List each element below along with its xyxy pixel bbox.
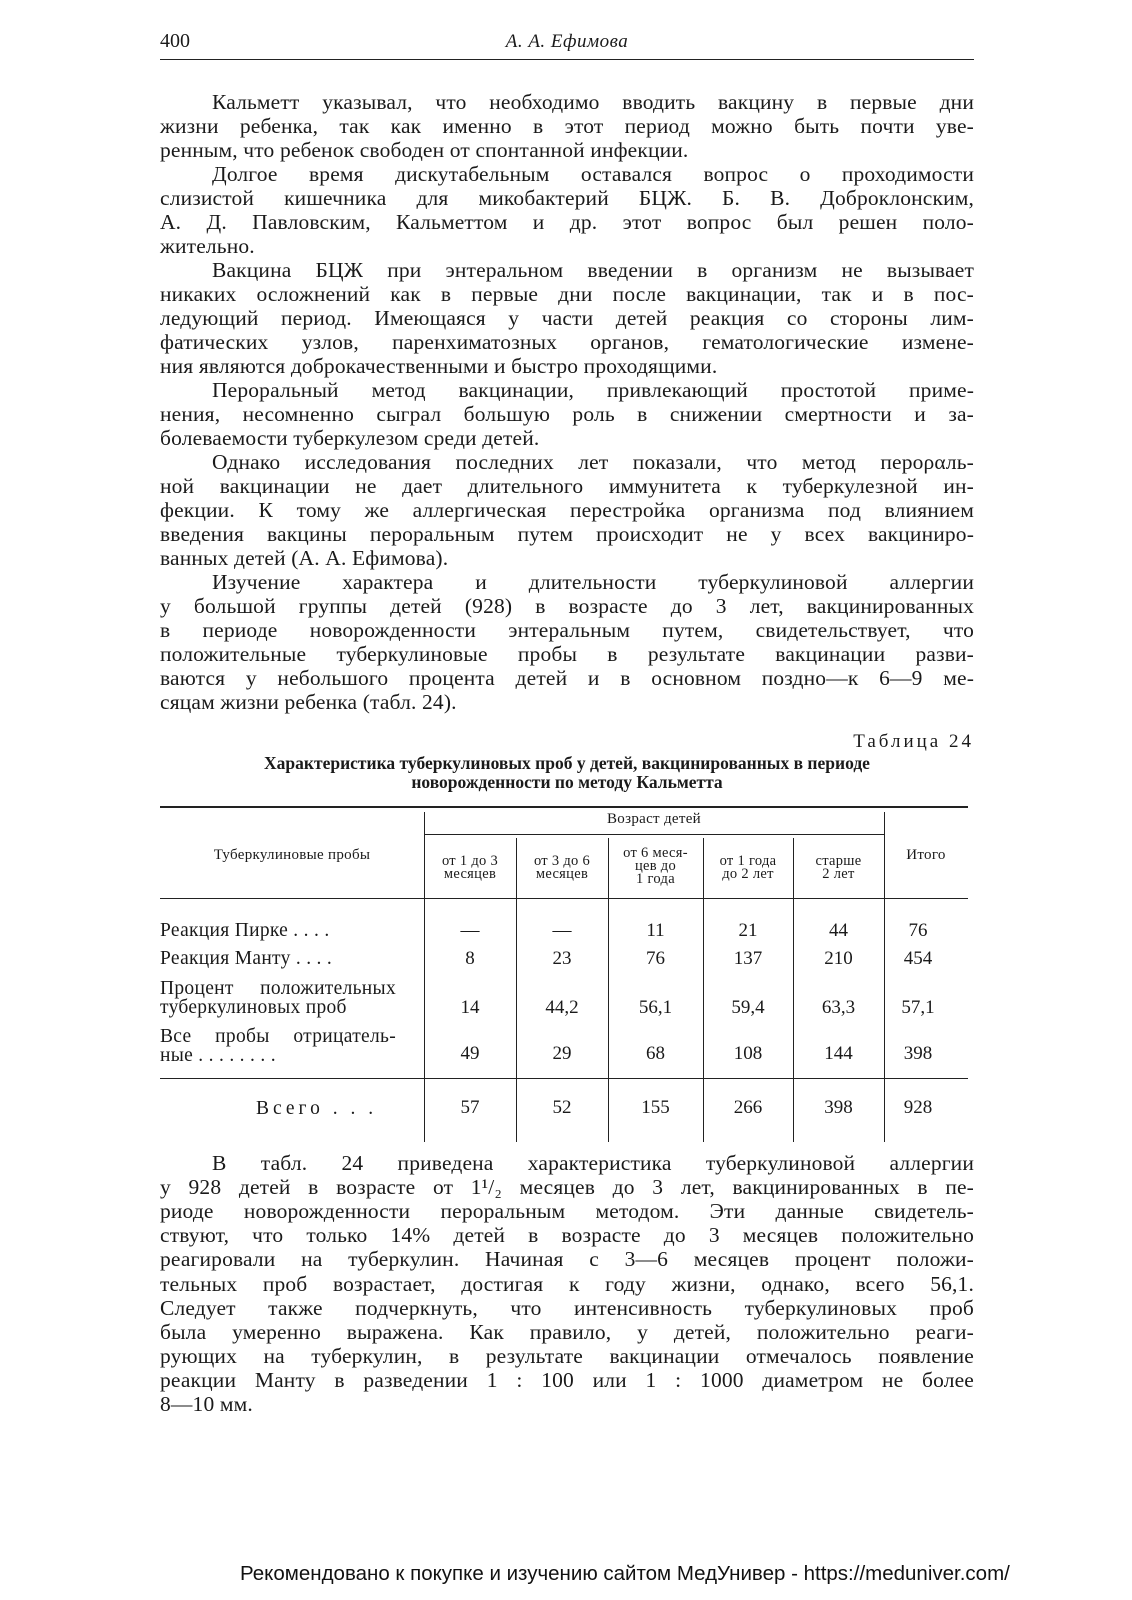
row-label: Реакция Пирке . . . . <box>160 920 330 941</box>
text-line: В табл. 24 приведена характеристика туберкулиновой аллергии <box>212 1151 974 1175</box>
text-line: Вакцина БЦЖ при энтеральном введении в организм не вызывает <box>212 258 974 282</box>
footer-link[interactable]: Рекомендовано к покупке и изучению сайтом МедУнивер - https://meduniver.com/ <box>240 1562 1010 1585</box>
age-column-header: от 6 меся- <box>623 844 688 861</box>
text-line: фатических узлов, паренхиматозных органов, гематологические измене- <box>160 330 974 354</box>
age-column-header: от 1 до 3 <box>441 853 499 869</box>
table-cell: 210 <box>824 948 853 969</box>
text-line: введения вакцины пероральным путем происходит не у всех вакциниро- <box>160 522 974 546</box>
table-cell: 144 <box>824 1043 853 1064</box>
age-column-header: старше <box>815 853 862 869</box>
table-cell: 57,1 <box>901 997 935 1018</box>
text-line: в периоде новорожденности энтеральным путем, свидетельствует, что <box>160 618 974 642</box>
text-line: у 928 детей в возрасте от 1¹/₂ месяцев до 3 лет, вакцинированных в пе- <box>160 1175 974 1200</box>
age-column-header: от 1 года <box>719 853 777 869</box>
table-cell: 59,4 <box>731 997 765 1018</box>
text-line: была умеренно выражена. Как правило, у детей, положительно реаги- <box>160 1319 974 1344</box>
text-line: жительно. <box>160 234 255 258</box>
table-title-line: Характеристика туберкулиновых проб у детей, вакцинированных в периоде <box>264 753 870 773</box>
text-line: сяцам жизни ребенка (табл. 24). <box>160 690 457 714</box>
table-cell: 56,1 <box>638 997 673 1018</box>
text-line: ной вакцинации не дает длительного иммунитета к туберкулезной ин- <box>160 474 974 498</box>
row-label: Реакция Манту . . . . <box>160 948 333 969</box>
total-rule <box>160 1078 968 1079</box>
table-cell: 266 <box>733 1097 763 1118</box>
table-cell: 44,2 <box>545 997 579 1018</box>
text-line: болеваемости туберкулезом среди детей. <box>160 426 540 450</box>
total-header: Итого <box>906 847 946 863</box>
table-cell: 63,3 <box>821 997 856 1018</box>
row-label: Процент положительных <box>160 978 396 999</box>
total-row-label: Всего . . . <box>256 1098 378 1119</box>
table-top-rule <box>160 806 968 808</box>
table-cell: 398 <box>824 1097 853 1118</box>
text-line: ледующий период. Имеющаяся у части детей реакция со стороны лим- <box>160 306 974 330</box>
text-line: ренным, что ребенок свободен от спонтанной инфекции. <box>160 138 689 162</box>
header-bottom-rule <box>160 898 968 899</box>
table-cell: 21 <box>738 920 758 941</box>
text-line: Следует также подчеркнуть, что интенсивность туберкулиновых проб <box>160 1295 974 1320</box>
stub-header: Туберкулиновые пробы <box>213 847 371 863</box>
age-column-header: до 2 лет <box>722 866 774 882</box>
age-column-header: 1 года <box>636 870 675 887</box>
column-divider <box>703 838 704 1142</box>
age-column-header: от 3 до 6 <box>533 853 591 869</box>
table-cell: — <box>552 920 572 941</box>
table-cell: 155 <box>641 1097 670 1118</box>
text-line: рующих на туберкулин, в результате вакцинации отмечалось появление <box>160 1343 974 1368</box>
text-line: А. Д. Павловским, Кальметтом и др. этот вопрос был решен поло- <box>160 210 974 234</box>
table-cell: 76 <box>646 948 665 969</box>
table-cell: 23 <box>552 948 572 969</box>
text-line: жизни ребенка, так как именно в этот период можно быть почти уве- <box>160 114 974 138</box>
table-cell: 76 <box>908 920 928 941</box>
table-cell: 11 <box>646 920 665 941</box>
table-cell: 108 <box>733 1043 763 1064</box>
text-line: фекции. К тому же аллергическая перестройка организма под влиянием <box>160 498 974 522</box>
text-line: Долгое время дискутабельным оставался вопрос о проходимости <box>212 162 974 186</box>
table-cell: 14 <box>460 997 480 1018</box>
text-line: слизистой кишечника для микобактерий БЦЖ. Б. В. Доброклонским, <box>160 186 974 210</box>
text-line: у большой группы детей (928) в возрасте до 3 лет, вакцинированных <box>160 594 974 618</box>
text-line: Кальметт указывал, что необходимо вводить вакцину в первые дни <box>212 90 974 114</box>
text-line: ствуют, что только 14% детей в возрасте до 3 месяцев положительно <box>160 1223 974 1248</box>
row-label: Все пробы отрицатель- <box>160 1026 396 1047</box>
age-column-header: месяцев <box>443 866 497 882</box>
table-cell: 928 <box>903 1097 933 1118</box>
text-line: реагировали на туберкулин. Начиная с 3—6 месяцев процент положи- <box>160 1247 974 1272</box>
running-title: А. А. Ефимова <box>505 31 629 52</box>
table-cell: 29 <box>552 1043 572 1064</box>
text-line: Изучение характера и длительности туберкулиновой аллергии <box>212 570 974 594</box>
table-cell: 52 <box>552 1097 572 1118</box>
table-cell: 8 <box>465 948 475 969</box>
age-column-header: цев до <box>634 857 677 874</box>
text-line: 8—10 мм. <box>160 1392 253 1416</box>
table-cell: — <box>460 920 480 941</box>
text-line: никаких осложнений как в первые дни после вакцинации, так и в пос- <box>160 282 974 306</box>
text-line: Пероральный метод вакцинации, привлекающий простотой приме- <box>212 378 974 402</box>
table-cell: 49 <box>460 1043 480 1064</box>
table-cell: 398 <box>903 1043 933 1064</box>
text-line: риоде новорожденности пероральным методом. Эти данные свидетель- <box>160 1199 974 1224</box>
text-line: ваются у небольшого процента детей и в основном поздно—к 6—9 ме- <box>160 666 974 690</box>
text-line: нения, несомненно сыграл большую роль в снижении смертности и за- <box>160 402 974 426</box>
group-header-rule <box>424 834 884 835</box>
text-line: тельных проб возрастает, достигая к году жизни, однако, всего 56,1. <box>160 1271 974 1296</box>
column-divider <box>608 838 609 1142</box>
column-divider <box>424 812 425 1142</box>
text-line: ния являются доброкачественными и быстро проходящими. <box>160 354 718 378</box>
text-line: положительные туберкулиновые пробы в результате вакцинации разви- <box>160 642 974 666</box>
table-cell: 44 <box>829 920 848 941</box>
table-cell: 68 <box>646 1043 665 1064</box>
table-cell: 454 <box>903 948 933 969</box>
row-label: туберкулиновых проб <box>160 997 347 1018</box>
table-title-line: новорожденности по методу Кальметта <box>411 772 723 792</box>
header-rule <box>160 59 974 60</box>
column-divider <box>516 838 517 1142</box>
column-divider <box>793 838 794 1142</box>
table-cell: 57 <box>460 1097 480 1118</box>
age-column-header: 2 лет <box>822 866 855 882</box>
text-line: реакции Манту в разведении 1 : 100 или 1 : 1000 диаметром не более <box>160 1367 974 1392</box>
group-header: Возраст детей <box>607 811 701 827</box>
text-line: Однако исследования последних лет показали, что метод пероραль- <box>212 450 974 474</box>
table-caption: Таблица 24 <box>853 731 974 752</box>
page-number: 400 <box>160 30 190 52</box>
age-column-header: месяцев <box>535 866 589 882</box>
text-line: ванных детей (А. А. Ефимова). <box>160 546 449 570</box>
row-label: ные . . . . . . . . <box>160 1045 276 1066</box>
table-cell: 137 <box>733 948 763 969</box>
